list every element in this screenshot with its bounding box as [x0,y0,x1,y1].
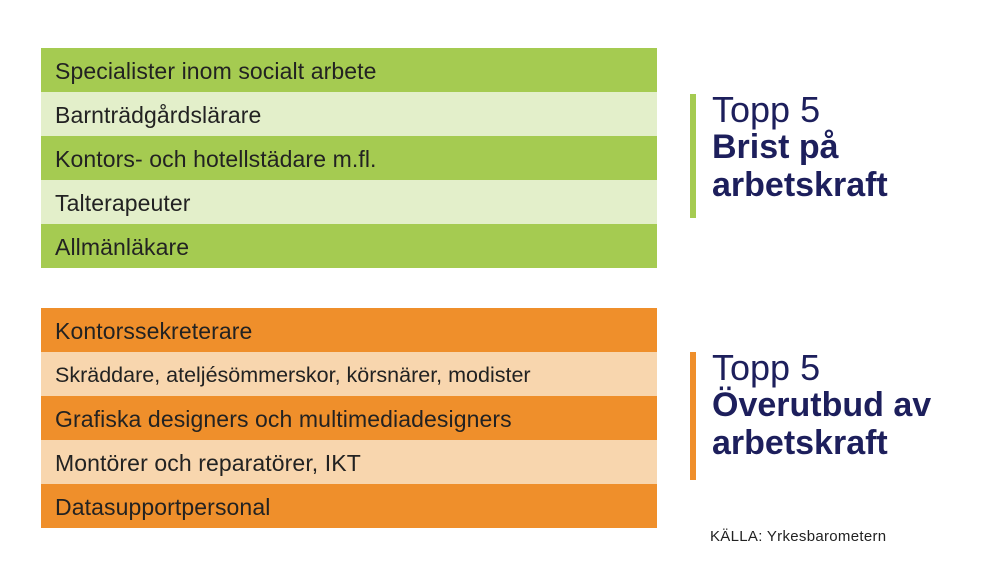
surplus-list [41,308,657,528]
shortage-item: Specialister inom socialt arbete [41,48,657,92]
surplus-item: Montörer och reparatörer, IKT [41,440,657,484]
surplus-item: Grafiska designers och multimediadesigners [41,396,657,440]
shortage-list [41,48,657,268]
source-note: KÄLLA: Yrkesbarometern [710,528,887,545]
surplus-item: Skräddare, ateljésömmerskor, körsnärer, modister [41,352,657,396]
shortage-item: Talterapeuter [41,180,657,224]
surplus-heading [690,347,982,480]
shortage-heading-label: Topp 5 [712,89,821,130]
surplus-heading-title: Överutbud av arbetskraft [712,386,932,462]
shortage-heading [690,89,952,218]
shortage-item: Allmänläkare [41,224,657,268]
surplus-heading-label: Topp 5 [712,347,821,388]
surplus-item: Kontorssekreterare [41,308,657,352]
shortage-heading-title: Brist på arbetskraft [712,128,888,204]
surplus-item: Datasupportpersonal [41,484,657,528]
shortage-item: Barnträdgårdslärare [41,92,657,136]
shortage-item: Kontors- och hotellstädare m.fl. [41,136,657,180]
